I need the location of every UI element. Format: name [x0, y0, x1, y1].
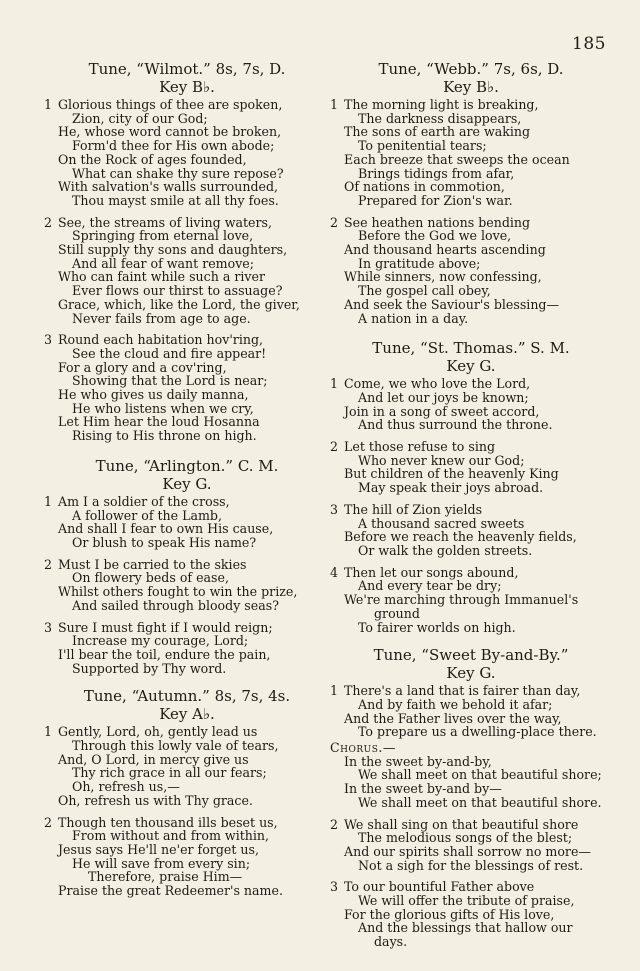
line-text: And by faith we behold it afar; [358, 696, 553, 712]
verse-number: 1 [44, 724, 53, 740]
key-signature: Key G. [446, 664, 496, 683]
left-column [44, 60, 330, 906]
line-text: A follower of the Lamb, [72, 507, 222, 523]
hymn-line [330, 818, 612, 832]
line-text: Each breeze that sweeps the ocean [344, 151, 570, 167]
line-text: Oh, refresh us,— [72, 779, 180, 795]
line-text: Before the God we love, [358, 228, 512, 244]
verse-number: 2 [330, 439, 339, 455]
line-text: On flowery beds of ease, [72, 570, 229, 586]
verse-number: 1 [44, 493, 53, 509]
line-text: To our bountiful Father above [344, 879, 535, 895]
hymn-line [330, 481, 612, 495]
hymn-line [330, 391, 612, 405]
line-text: See heathen nations bending [344, 214, 531, 230]
line-text: Therefore, praise Him— [88, 869, 243, 885]
hymn-line [44, 495, 330, 509]
hymn-line [44, 870, 330, 884]
line-text: He who listens when we cry, [72, 400, 254, 416]
hymn-line [44, 139, 330, 153]
hymn-line [44, 536, 330, 550]
hymn-line [44, 599, 330, 613]
hymn-line [44, 725, 330, 739]
hymn-line [330, 621, 612, 635]
line-text: And, O Lord, in mercy give us [58, 751, 249, 767]
hymn-line [44, 816, 330, 830]
line-text: Glorious things of thee are spoken, [58, 97, 283, 112]
hymn-line [44, 429, 330, 443]
line-text: Sure I must fight if I would reign; [58, 619, 273, 635]
hymn-line [330, 755, 612, 769]
hymn-line [330, 454, 612, 468]
verse [330, 216, 612, 326]
verse [330, 503, 612, 558]
line-text: Let those refuse to sing [344, 439, 496, 455]
line-text: Not a sigh for the blessings of rest. [358, 857, 584, 873]
hymn-line [330, 270, 612, 284]
hymn-line [44, 766, 330, 780]
hymn [44, 60, 330, 443]
line-text: Still supply thy sons and daughters, [58, 242, 288, 258]
line-text: Prepared for Zion's war. [358, 192, 513, 208]
line-text: The darkness disappears, [358, 110, 522, 126]
line-text: Showing that the Lord is near; [72, 373, 268, 389]
chorus-label: Chorus.— [330, 740, 396, 756]
hymn-line [330, 831, 612, 845]
verse [44, 333, 330, 443]
key-signature: Key G. [446, 357, 496, 376]
key-signature: Key B♭. [443, 78, 499, 96]
line-text: To prepare us a dwelling-place there. [358, 724, 597, 740]
line-text: Of nations in commotion, [344, 179, 505, 195]
line-text: Through this lowly vale of tears, [72, 738, 279, 754]
line-text: Join in a song of sweet accord, [344, 403, 540, 419]
hymn-line [44, 98, 330, 112]
line-text: And shall I fear to own His cause, [58, 521, 274, 537]
verse [330, 377, 612, 432]
line-text: And thus surround the throne. [358, 417, 553, 433]
line-text: Who can faint while such a river [58, 269, 265, 285]
line-text: In gratitude above; [358, 255, 481, 271]
hymn-line [330, 544, 612, 558]
hymn-line [330, 418, 612, 432]
line-text: Form'd thee for His own abode; [72, 138, 275, 154]
verse [44, 621, 330, 676]
hymn [330, 60, 612, 325]
hymn-line [330, 894, 612, 908]
hymn-line [330, 712, 612, 726]
line-text: The gospel call obey, [358, 283, 491, 299]
verse-number: 2 [330, 816, 339, 832]
hymn-line [44, 585, 330, 599]
hymn-line [330, 112, 612, 126]
hymn-line [44, 388, 330, 402]
verse [330, 818, 612, 873]
tune-heading: Tune, “Wilmot.” 8s, 7s, D. [88, 60, 286, 78]
verse-number: 2 [44, 556, 53, 572]
line-text: Supported by Thy word. [72, 660, 227, 676]
hymn-line [44, 662, 330, 676]
line-text: Thou mayst smile at all thy foes. [72, 192, 279, 208]
hymn-line [330, 935, 612, 949]
hymn-line [44, 374, 330, 388]
line-text: In the sweet by-and by— [344, 781, 502, 797]
hymn-line [330, 880, 612, 894]
hymn-line [330, 405, 612, 419]
verse [44, 725, 330, 807]
hymn-line [44, 634, 330, 648]
hymn-line [44, 243, 330, 257]
tune-heading: Tune, “St. Thomas.” S. M. [372, 339, 570, 358]
line-text: Grace, which, like the Lord, the giver, [58, 296, 300, 312]
hymn-line [330, 782, 612, 796]
line-text: He who gives us daily manna, [58, 387, 249, 403]
verse [330, 880, 612, 949]
line-text: Rising to His throne on high. [72, 428, 257, 444]
verse-number: 3 [330, 879, 339, 895]
line-text: Though ten thousand ills beset us, [58, 814, 278, 830]
line-text: See, the streams of living waters, [58, 214, 272, 230]
line-text: I'll bear the toil, endure the pain, [58, 646, 271, 662]
line-text: To penitential tears; [358, 138, 487, 154]
line-text: The hill of Zion yields [344, 501, 483, 517]
verse [44, 558, 330, 613]
verse-number: 3 [44, 619, 53, 635]
hymn-line [44, 284, 330, 298]
line-text: For a glory and a cov'ring, [58, 359, 227, 375]
hymn-line [44, 648, 330, 662]
tune-heading: Tune, “Autumn.” 8s, 7s, 4s. [83, 687, 291, 706]
verse [44, 495, 330, 550]
hymn [330, 339, 612, 634]
line-text: He, whose word cannot be broken, [58, 124, 282, 140]
hymn-line [330, 725, 612, 739]
line-text: But children of the heavenly King [344, 466, 559, 482]
hymn-line [330, 440, 612, 454]
tune-heading: Tune, “Arlington.” C. M. [95, 456, 279, 475]
hymn-line [44, 857, 330, 871]
hymn-line [44, 347, 330, 361]
hymn-line [44, 558, 330, 572]
hymn-line [330, 229, 612, 243]
hymn-line [330, 312, 612, 326]
verse-number: 2 [330, 214, 339, 230]
hymn-line [330, 859, 612, 873]
hymn-line [44, 753, 330, 767]
key-signature: Key G. [162, 474, 212, 493]
hymn-line [330, 503, 612, 517]
hymn-line [330, 194, 612, 208]
hymn-line [44, 829, 330, 843]
hymn-line [330, 566, 612, 580]
hymn-line [44, 794, 330, 808]
hymn-line [44, 270, 330, 284]
right-column [330, 60, 612, 957]
hymn-line [330, 908, 612, 922]
verse-number: 4 [330, 564, 339, 580]
hymn-line [44, 780, 330, 794]
hymn-line [330, 467, 612, 481]
verse [330, 98, 612, 208]
verse-number: 1 [330, 376, 339, 392]
line-text: Ever flows our thirst to assuage? [72, 283, 283, 299]
hymn-line [330, 257, 612, 271]
verse-number: 1 [330, 97, 339, 112]
hymn-line [44, 884, 330, 898]
line-text: Whilst others fought to win the prize, [58, 584, 298, 600]
line-text: Before we reach the heavenly fields, [344, 529, 577, 545]
line-text: And thousand hearts ascending [344, 242, 546, 258]
hymn-line [330, 153, 612, 167]
line-text: We shall meet on that beautiful shore; [358, 767, 602, 783]
line-text: For the glorious gifts of His love, [344, 906, 555, 922]
chorus [330, 741, 612, 810]
verse-number: 1 [330, 683, 339, 699]
hymn-line [44, 312, 330, 326]
hymn-line [330, 167, 612, 181]
verse-number: 3 [44, 332, 53, 348]
hymn-line [330, 284, 612, 298]
line-text: A nation in a day. [358, 310, 469, 326]
hymn-line [330, 377, 612, 391]
line-text: Or blush to speak His name? [72, 534, 257, 550]
hymn-line [44, 180, 330, 194]
hymn-line [44, 571, 330, 585]
verse [44, 98, 330, 208]
hymn [44, 687, 330, 897]
line-text: Thy rich grace in all our fears; [72, 765, 267, 781]
line-text: And the blessings that hallow our [358, 920, 573, 936]
tune-heading: Tune, “Sweet By-and-By.” [373, 646, 569, 665]
hymn-line [44, 509, 330, 523]
line-text: And let our joys be known; [358, 389, 529, 405]
hymn-line [330, 243, 612, 257]
line-text: What can shake thy sure repose? [72, 165, 284, 181]
hymn-line [44, 167, 330, 181]
key-signature: Key B♭. [159, 78, 215, 96]
line-text: Brings tidings from afar, [358, 165, 515, 181]
line-text: May speak their joys abroad. [358, 480, 544, 496]
line-text: The morning light is breaking, [344, 97, 539, 112]
hymn-line [44, 194, 330, 208]
line-text: days. [374, 934, 408, 950]
hymn-line [44, 843, 330, 857]
line-text: While sinners, now confessing, [344, 269, 542, 285]
hymn-line [44, 216, 330, 230]
hymn-line [44, 415, 330, 429]
hymn-line [330, 684, 612, 698]
hymn-line [44, 621, 330, 635]
line-text: We're marching through Immanuel's [344, 592, 579, 608]
verse [330, 566, 612, 635]
hymn-line [330, 607, 612, 621]
hymn-line [44, 361, 330, 375]
hymn [330, 646, 612, 949]
line-text: From without and from within, [72, 828, 270, 844]
verse-number: 2 [44, 214, 53, 230]
hymn-line [330, 298, 612, 312]
line-text: Round each habitation hov'ring, [58, 332, 264, 348]
hymn-line [330, 530, 612, 544]
hymn-line [44, 333, 330, 347]
line-text: A thousand sacred sweets [358, 515, 525, 531]
verse [330, 684, 612, 739]
line-text: Zion, city of our God; [72, 110, 208, 126]
line-text: On the Rock of ages founded, [58, 151, 247, 167]
line-text: And our spirits shall sorrow no more— [344, 843, 591, 859]
line-text: And every tear be dry; [358, 578, 502, 594]
hymn-line [330, 139, 612, 153]
verse-number: 2 [44, 814, 53, 830]
line-text: Praise the great Redeemer's name. [58, 883, 283, 899]
verse [330, 440, 612, 495]
line-text: He will save from every sin; [72, 855, 251, 871]
line-text: The melodious songs of the blest; [358, 830, 573, 846]
hymn-line [44, 257, 330, 271]
hymn-line [44, 298, 330, 312]
hymn-line [44, 125, 330, 139]
hymn-line [330, 125, 612, 139]
verse-number: 1 [44, 97, 53, 112]
line-text: Then let our songs abound, [344, 564, 519, 580]
line-text: Am I a soldier of the cross, [58, 493, 230, 509]
verse [44, 216, 330, 326]
hymn-line [44, 739, 330, 753]
hymn-line [44, 229, 330, 243]
line-text: See the cloud and fire appear! [72, 345, 267, 361]
line-text: Jesus says He'll ne'er forget us, [58, 841, 259, 857]
hymn-line [44, 522, 330, 536]
verse-number: 3 [330, 501, 339, 517]
line-text: To fairer worlds on high. [358, 619, 516, 635]
hymn-line [330, 796, 612, 810]
line-text: And seek the Saviour's blessing— [344, 296, 560, 312]
hymn-line [330, 517, 612, 531]
line-text: In the sweet by-and-by, [344, 753, 492, 769]
line-text: Must I be carried to the skies [58, 556, 247, 572]
line-text: We shall meet on that beautiful shore. [358, 794, 602, 810]
line-text: Or walk the golden streets. [358, 542, 533, 558]
hymn-line [330, 845, 612, 859]
hymn-line [44, 112, 330, 126]
line-text: ground [374, 605, 420, 621]
hymn-line [330, 98, 612, 112]
line-text: We shall sing on that beautiful shore [344, 816, 579, 832]
line-text: Who never knew our God; [358, 452, 525, 468]
line-text: Oh, refresh us with Thy grace. [58, 792, 253, 808]
line-text: Gently, Lord, oh, gently lead us [58, 724, 258, 740]
hymn-line [330, 579, 612, 593]
line-text: And all fear of want remove; [72, 255, 255, 271]
line-text: And the Father lives over the way, [344, 710, 562, 726]
line-text: Come, we who love the Lord, [344, 376, 531, 392]
line-text: There's a land that is fairer than day, [344, 683, 581, 699]
line-text: Let Him hear the loud Hosanna [58, 414, 260, 430]
tune-heading: Tune, “Webb.” 7s, 6s, D. [378, 60, 564, 78]
line-text: Springing from eternal love, [72, 228, 254, 244]
page-number: 185 [572, 34, 606, 54]
line-text: The sons of earth are waking [344, 124, 531, 140]
verse [44, 816, 330, 898]
hymn-line [330, 768, 612, 782]
hymn-line [330, 216, 612, 230]
line-text: And sailed through bloody seas? [72, 597, 279, 613]
hymn [44, 457, 330, 675]
hymn-line [330, 180, 612, 194]
hymn-line [44, 402, 330, 416]
line-text: We will offer the tribute of praise, [358, 893, 575, 909]
hymn-line [330, 921, 612, 935]
key-signature: Key A♭. [159, 705, 215, 724]
line-text: With salvation's walls surrounded, [58, 179, 279, 195]
line-text: Increase my courage, Lord; [72, 633, 249, 649]
line-text: Never fails from age to age. [72, 310, 251, 326]
hymn-line [330, 593, 612, 607]
hymn-line [330, 698, 612, 712]
hymn-line [44, 153, 330, 167]
